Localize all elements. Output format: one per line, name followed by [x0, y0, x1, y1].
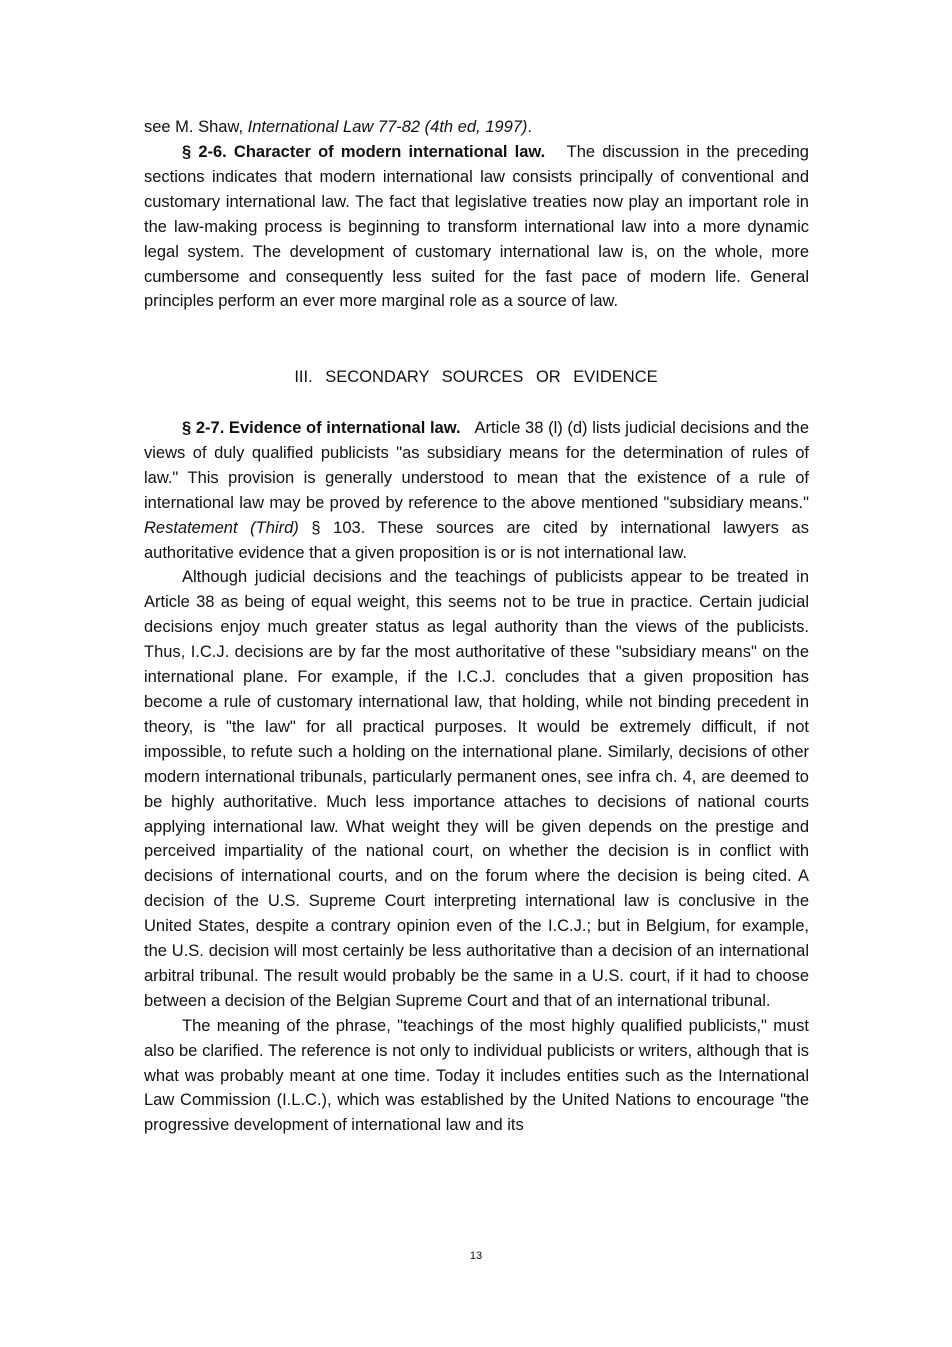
citation-prefix: see M. Shaw, [144, 118, 248, 136]
paragraph-2-6 [144, 140, 809, 314]
citation-title: International Law 77-82 (4th ed, 1997) [247, 118, 528, 136]
paragraph-judicial-decisions: Although judicial decisions and the teachings of publicists appear to be treated in Article 38 as being of equal weight, this seems not to be true in practice. Certain judicial decisions enjoy much greater status as legal authority than the views of the publicists. Thus, I.C.J. decisions are by far the most authoritative of these "subsidiary means" on the international plane. For example, if the I.C.J. concludes that a given proposition has become a rule of customary international law, that holding, while not binding precedent in theory, is "the law" for all practical purposes. It would be extremely difficult, if not impossible, to refute such a holding on the international plane. Similarly, decisions of other modern international tribunals, particularly permanent ones, see infra ch. 4, are deemed to be highly authoritative. Much less importance attaches to decisions of national courts applying international law. What weight they will be given depends on the prestige and perceived impartiality of the national court, on whether the decision is in conflict with decisions of international courts, and on the forum where the decision is being cited. A decision of the U.S. Supreme Court interpreting international law is conclusive in the United States, despite a contrary opinion even of the I.C.J.; but in Belgium, for example, the U.S. decision will most certainly be less authoritative than a decision of an international arbitral tribunal. The result would probably be the same in a U.S. court, if it had to choose between a decision of the Belgian Supreme Court and that of an international tribunal. [144, 568, 809, 1010]
page-number: 13 [469, 1250, 483, 1262]
section-2-6-heading: § 2-6. Character of modern international law. [182, 143, 546, 161]
section-2-7-heading: § 2-7. Evidence of international law. [182, 419, 461, 437]
citation-suffix: . [527, 118, 533, 136]
paragraph-teachings: The meaning of the phrase, "teachings of the most highly qualified publicists," must also be clarified. The reference is not only to individual publicists or writers, although that is what was probably meant at one time. Today it includes entities such as the International Law Commission (I.L.C.), which was established by the United Nations to encourage "the progressive development of international law and its [144, 1016, 809, 1135]
section-2-7-body-a: Article 38 (l) (d) lists judicial decisions and the views of duly qualified publicists "as subsidiary means for the determination of rules of law." This provision is generally understood to mean that the existence of a rule of international law may be proved by reference to the above mentioned "subsidiary means." [144, 419, 809, 512]
restatement-reference: Restatement (Third) [144, 518, 299, 537]
section-2-7-body-b: § 103. These sources are cited by international lawyers as authoritative evidence that a given proposition is or is not international law. [144, 518, 809, 562]
section-2-6 [144, 140, 809, 314]
section-heading-iii: III. SECONDARY SOURCES OR EVIDENCE [294, 368, 658, 386]
paragraph-2-7 [144, 416, 809, 565]
section-2-6-body: The discussion in the preceding sections indicates that modern international law consists principally of conventional and customary international law. The fact that legislative treaties now play an important role in the law-making process is beginning to transform international law into a more dynamic legal system. The development of customary international law is, on the whole, more cumbersome and consequently less suited for the fast pace of modern life. General principles perform an ever more marginal role as a source of law. [144, 143, 809, 311]
citation-line [144, 115, 809, 140]
section-2-7 [144, 416, 809, 1138]
